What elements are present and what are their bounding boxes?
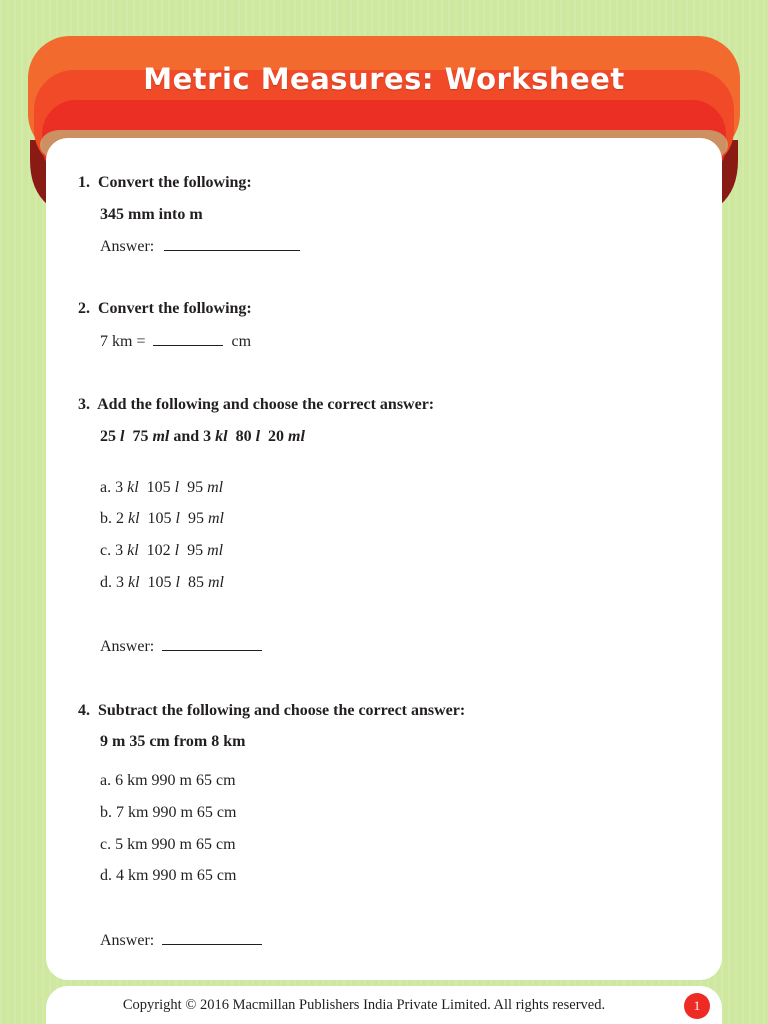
question-4-problem: 9 m 35 cm from 8 km — [100, 733, 246, 750]
question-4-option-a[interactable]: a. 6 km 990 m 65 cm — [100, 772, 236, 789]
question-2-answer-blank[interactable] — [153, 333, 223, 346]
question-4-option-d[interactable]: d. 4 km 990 m 65 cm — [100, 867, 237, 884]
question-1-answer-blank[interactable] — [164, 238, 300, 251]
question-1-prompt: Convert the following: — [98, 174, 252, 191]
question-2-expr-right: cm — [231, 333, 252, 350]
question-4-answer-label: Answer: — [100, 932, 155, 949]
question-4 — [78, 702, 465, 720]
question-1-answer-line — [100, 238, 300, 256]
question-3-option-c[interactable]: c. 3 kl 102 l 95 ml — [100, 542, 224, 559]
question-2-prompt: Convert the following: — [98, 300, 252, 317]
question-2-number: 2. — [78, 300, 90, 317]
page-number-badge: 1 — [684, 993, 710, 1019]
question-3-problem: 25 l 75 ml and 3 kl 80 l 20 ml — [100, 428, 305, 445]
question-3-answer-label: Answer: — [100, 638, 155, 655]
question-4-answer-line — [100, 932, 262, 950]
question-2 — [78, 300, 252, 318]
question-4-number: 4. — [78, 702, 90, 719]
question-3 — [78, 396, 434, 414]
question-3-option-a[interactable]: a. 3 kl 105 l 95 ml — [100, 479, 224, 496]
question-2-expr-left: 7 km = — [100, 333, 146, 350]
page-title: Metric Measures: Worksheet — [143, 62, 625, 96]
question-1-number: 1. — [78, 174, 90, 191]
question-4-option-c[interactable]: c. 5 km 990 m 65 cm — [100, 836, 236, 853]
footer — [46, 986, 722, 1024]
question-2-expression — [100, 333, 251, 351]
question-3-number: 3. — [78, 396, 90, 413]
question-4-prompt: Subtract the following and choose the correct answer: — [98, 702, 466, 719]
question-3-option-b[interactable]: b. 2 kl 105 l 95 ml — [100, 510, 224, 527]
question-1-problem: 345 mm into m — [100, 206, 203, 223]
question-1 — [78, 174, 252, 192]
copyright-text: Copyright © 2016 Macmillan Publishers India Private Limited. All rights reserved. — [122, 997, 606, 1013]
question-4-option-b[interactable]: b. 7 km 990 m 65 cm — [100, 804, 237, 821]
question-3-answer-blank[interactable] — [162, 638, 262, 651]
question-4-answer-blank[interactable] — [162, 932, 262, 945]
question-3-option-d[interactable]: d. 3 kl 105 l 85 ml — [100, 574, 224, 591]
question-1-answer-label: Answer: — [100, 238, 155, 255]
question-3-prompt: Add the following and choose the correct answer: — [97, 396, 435, 413]
question-3-answer-line — [100, 638, 262, 656]
